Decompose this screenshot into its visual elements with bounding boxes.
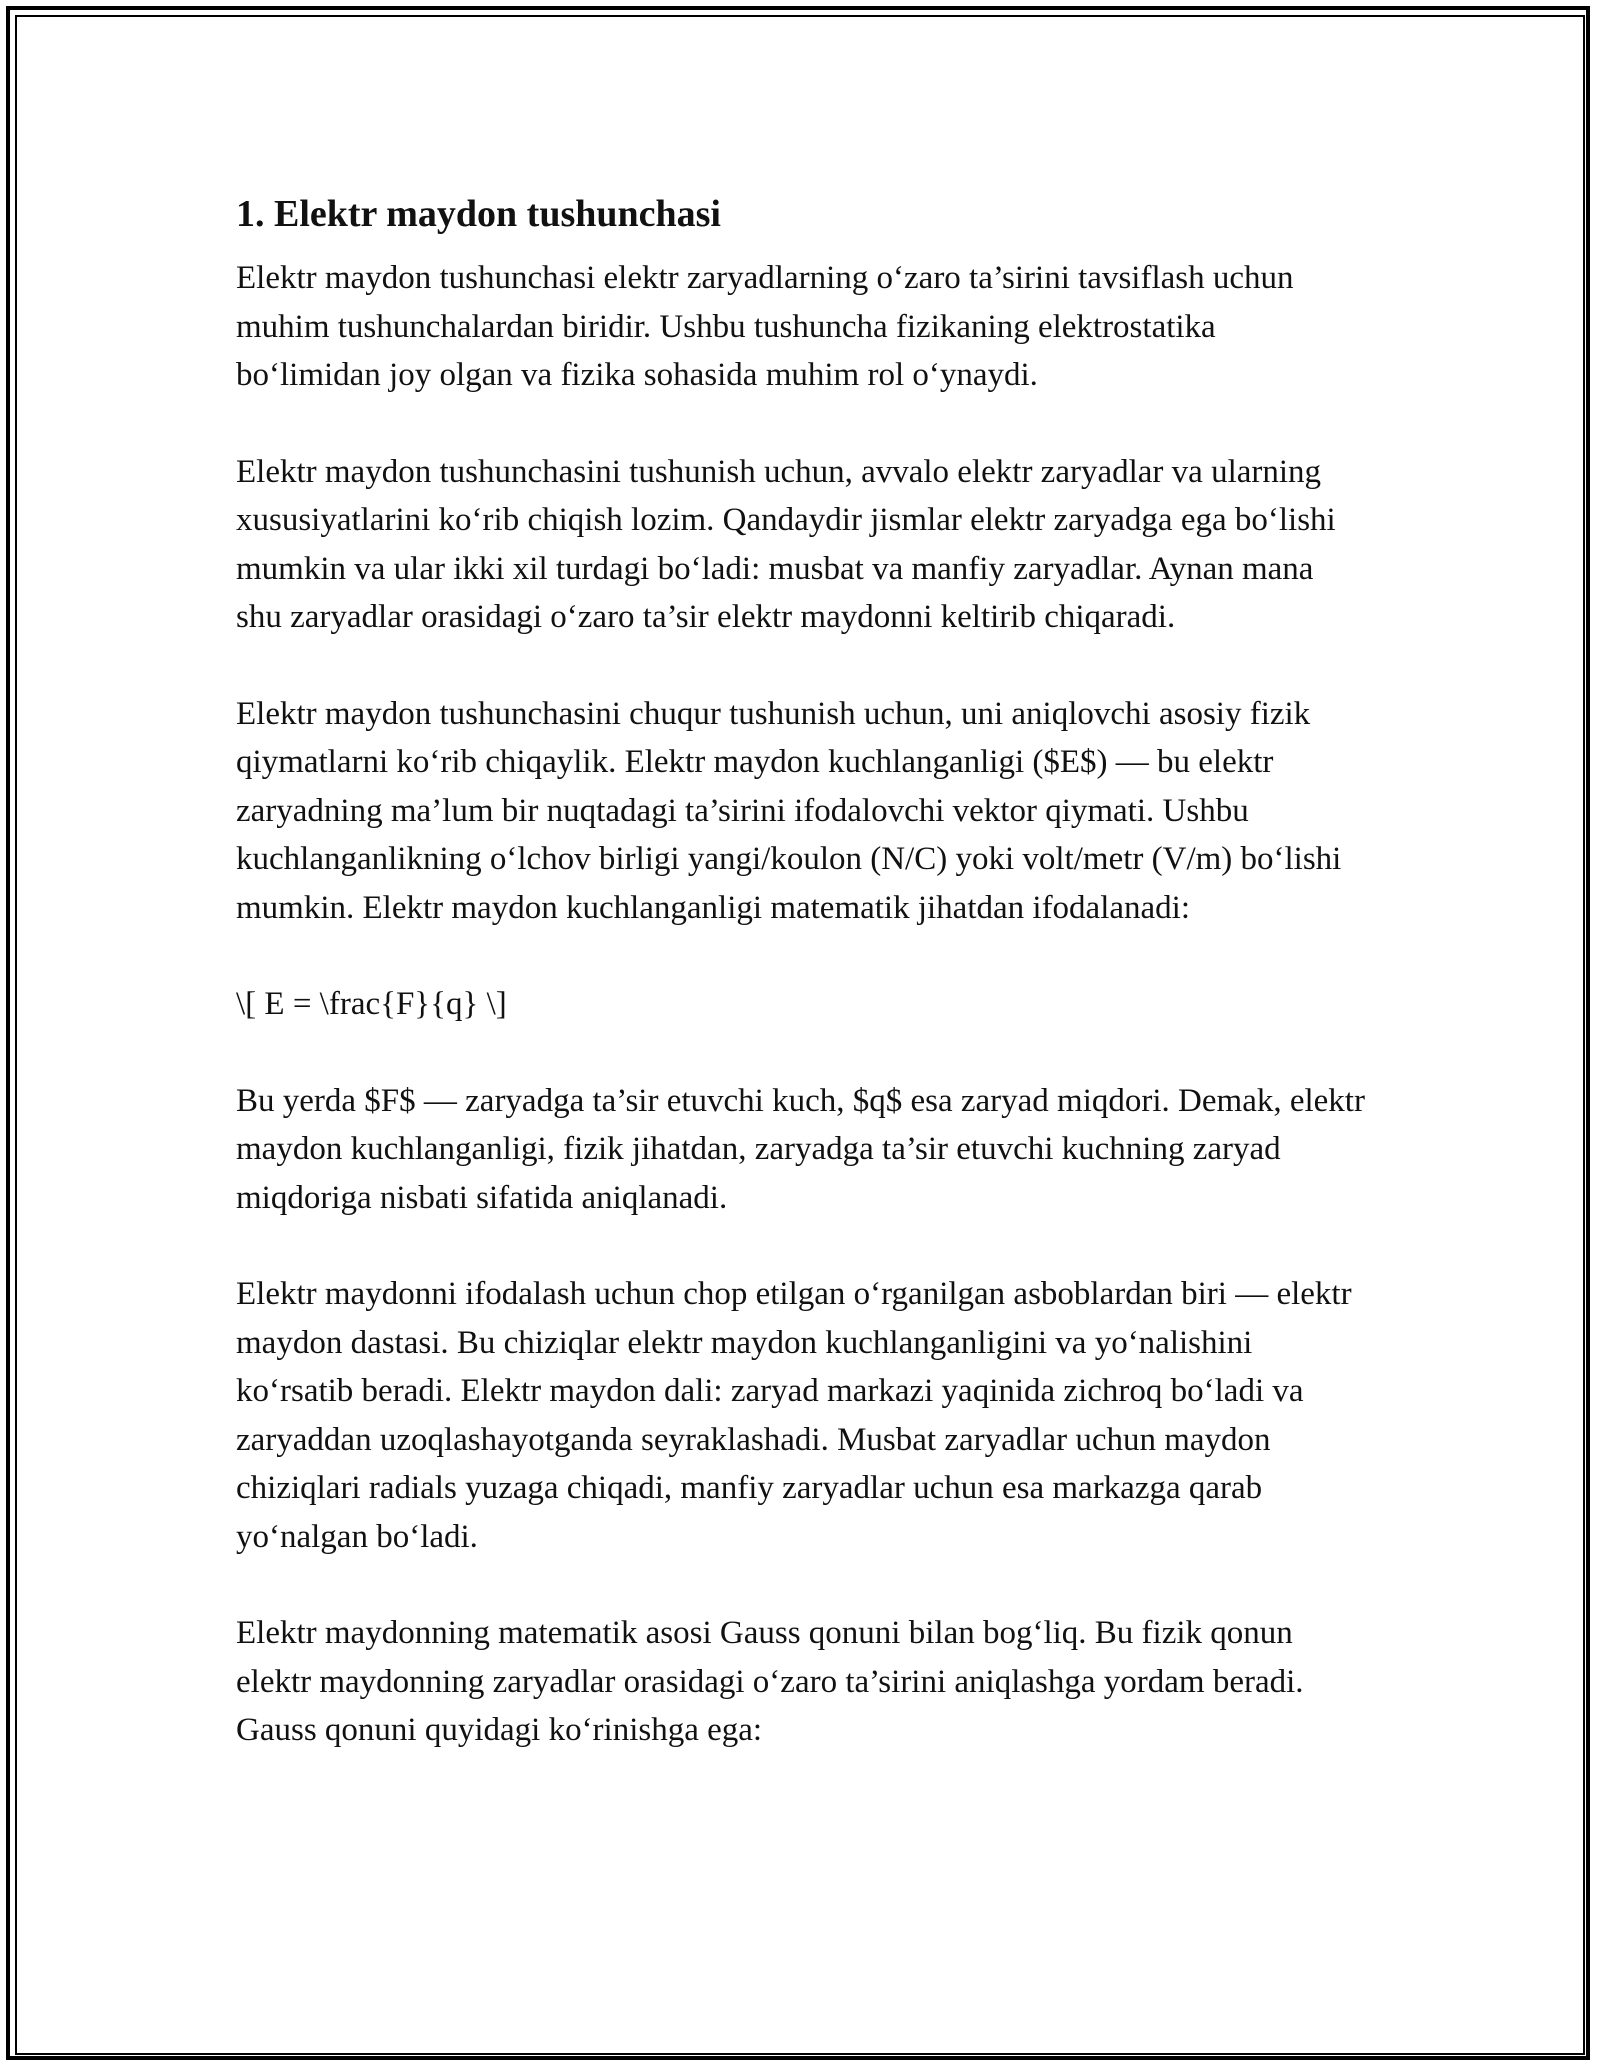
formula-field-strength: \[ E = \frac{F}{q} \] — [236, 986, 507, 1022]
paragraph-field-strength: Elektr maydon tushunchasini chuqur tushunish uchun, uni aniqlovchi asosiy fizik qiymatlarni ko‘rib chiqaylik. Elektr maydon kuchlanganligi ($E$) — bu elektr zaryadning ma’lum bir nuqtadagi ta’sirini ifodalovchi vektor qiymati. Ushbu kuchlanganlikning o‘lchov birligi yangi/koulon (N/C) yoki volt/metr (V/m) bo‘lishi mumkin. Elektr maydon kuchlanganligi matematik jihatdan ifodalanadi: — [236, 695, 1342, 926]
paragraph-intro: Elektr maydon tushunchasi elektr zaryadlarning o‘zaro ta’sirini tavsiflash uchun muhim tushunchalardan biridir. Ushbu tushuncha fizikaning elektrostatika bo‘limidan joy olgan va fizika sohasida muhim rol o‘ynaydi. — [236, 260, 1294, 393]
paragraph-charges: Elektr maydon tushunchasini tushunish uchun, avvalo elektr zaryadlar va ularning xususiyatlarini ko‘rib chiqish lozim. Qandaydir jismlar elektr zaryadga ega bo‘lishi mumkin va ular ikki xil turdagi bo‘ladi: musbat va manfiy zaryadlar. Aynan mana shu zaryadlar orasidagi o‘zaro ta’sir elektr maydonni keltirib chiqaradi. — [236, 453, 1336, 635]
paragraph-formula-explanation: Bu yerda $F$ — zaryadga ta’sir etuvchi kuch, $q$ esa zaryad miqdori. Demak, elektr maydon kuchlanganligi, fizik jihatdan, zaryadga ta’sir etuvchi kuchning zaryad miqdoriga nisbati sifatida aniqlanadi. — [236, 1082, 1365, 1216]
paragraph-field-lines: Elektr maydonni ifodalash uchun chop etilgan o‘rganilgan asboblardan biri — elektr maydon dastasi. Bu chiziqlar elektr maydon kuchlanganligini va yo‘nalishini ko‘rsatib beradi. Elektr maydon dali: zaryad markazi yaqinida zichroq bo‘ladi va zaryaddan uzoqlashayotganda seyraklashadi. Musbat zaryadlar uchun maydon chiziqlari radials yuzaga chiqadi, manfiy zaryadlar uchun esa markazga qarab yo‘nalgan bo‘ladi. — [236, 1276, 1352, 1555]
paragraph-gauss-law: Elektr maydonning matematik asosi Gauss qonuni bilan bog‘liq. Bu fizik qonun elektr maydonning zaryadlar orasidagi o‘zaro ta’sirini aniqlashga yordam beradi. Gauss qonuni quyidagi ko‘rinishga ega: — [236, 1615, 1304, 1748]
document-body — [236, 186, 1366, 1803]
section-heading: 1. Elektr maydon tushunchasi — [236, 193, 721, 235]
